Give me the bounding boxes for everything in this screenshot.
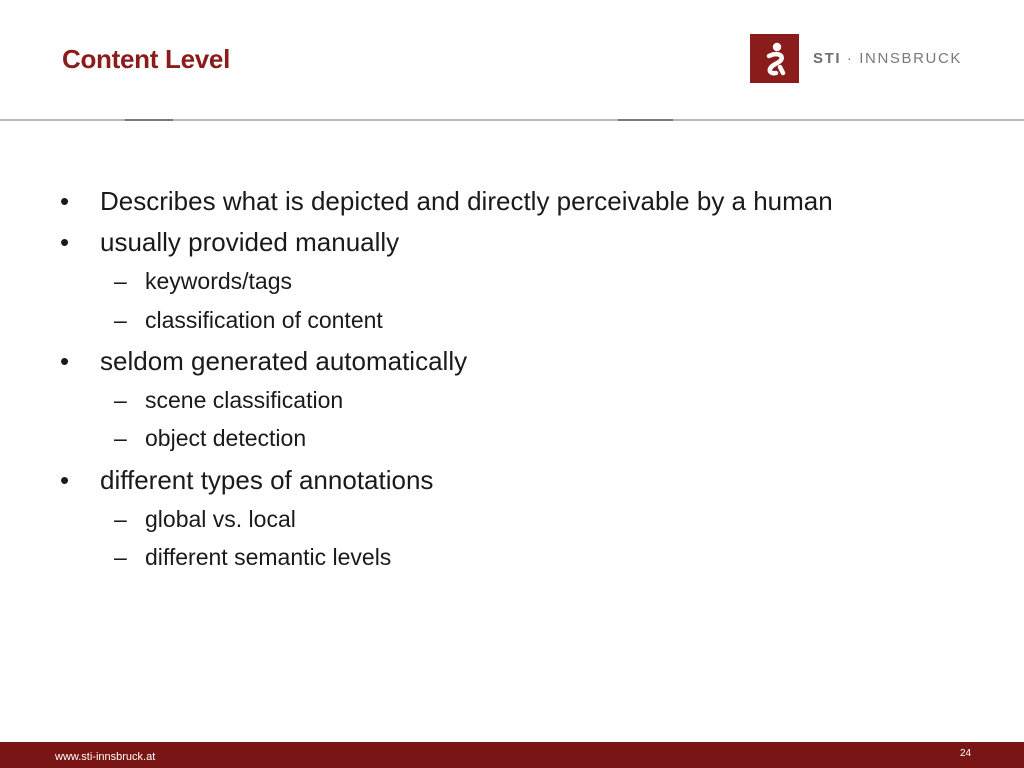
sub-bullet-item bbox=[114, 506, 296, 533]
bullet-text: seldom generated automatically bbox=[100, 346, 468, 376]
bullet-text: Describes what is depicted and directly perceivable by a human bbox=[100, 186, 833, 216]
dash-marker: – bbox=[114, 387, 127, 413]
logo-place: INNSBRUCK bbox=[859, 50, 963, 67]
sub-bullet-item bbox=[114, 307, 383, 334]
bullet-text: different types of annotations bbox=[100, 465, 434, 495]
dash-marker: – bbox=[114, 544, 127, 570]
dash-marker: – bbox=[114, 425, 127, 451]
bullet-item bbox=[60, 465, 434, 496]
sti-figure-icon bbox=[750, 34, 799, 83]
page-number: 24 bbox=[960, 748, 972, 759]
dash-marker: – bbox=[114, 307, 127, 333]
dash-marker: – bbox=[114, 506, 127, 532]
sub-bullet-text: object detection bbox=[145, 425, 307, 451]
bullet-marker: • bbox=[60, 346, 70, 376]
footer-url-link[interactable]: www.sti-innsbruck.at bbox=[55, 751, 156, 763]
bullet-marker: • bbox=[60, 465, 70, 495]
sub-bullet-text: classification of content bbox=[145, 307, 383, 333]
sub-bullet-item bbox=[114, 544, 392, 571]
sub-bullet-item bbox=[114, 268, 293, 295]
header-divider-accent bbox=[618, 119, 673, 121]
bullet-text: usually provided manually bbox=[100, 227, 400, 257]
bullet-item bbox=[60, 227, 400, 258]
bullet-item bbox=[60, 346, 468, 377]
sub-bullet-text: global vs. local bbox=[145, 506, 296, 532]
bullet-item bbox=[60, 186, 833, 217]
logo-separator: · bbox=[841, 50, 860, 67]
bullet-marker: • bbox=[60, 186, 70, 216]
footer-bar bbox=[0, 742, 1024, 768]
dash-marker: – bbox=[114, 268, 127, 294]
header-divider-accent bbox=[125, 119, 173, 121]
slide-title: Content Level bbox=[62, 44, 231, 74]
bullet-marker: • bbox=[60, 227, 70, 257]
logo-wordmark bbox=[813, 50, 962, 67]
sti-innsbruck-logo bbox=[750, 34, 962, 83]
sub-bullet-item bbox=[114, 387, 344, 414]
sub-bullet-text: keywords/tags bbox=[145, 268, 293, 294]
sub-bullet-item bbox=[114, 425, 307, 452]
sub-bullet-text: scene classification bbox=[145, 387, 344, 413]
logo-brand: STI bbox=[813, 50, 842, 67]
sub-bullet-text: different semantic levels bbox=[145, 544, 392, 570]
